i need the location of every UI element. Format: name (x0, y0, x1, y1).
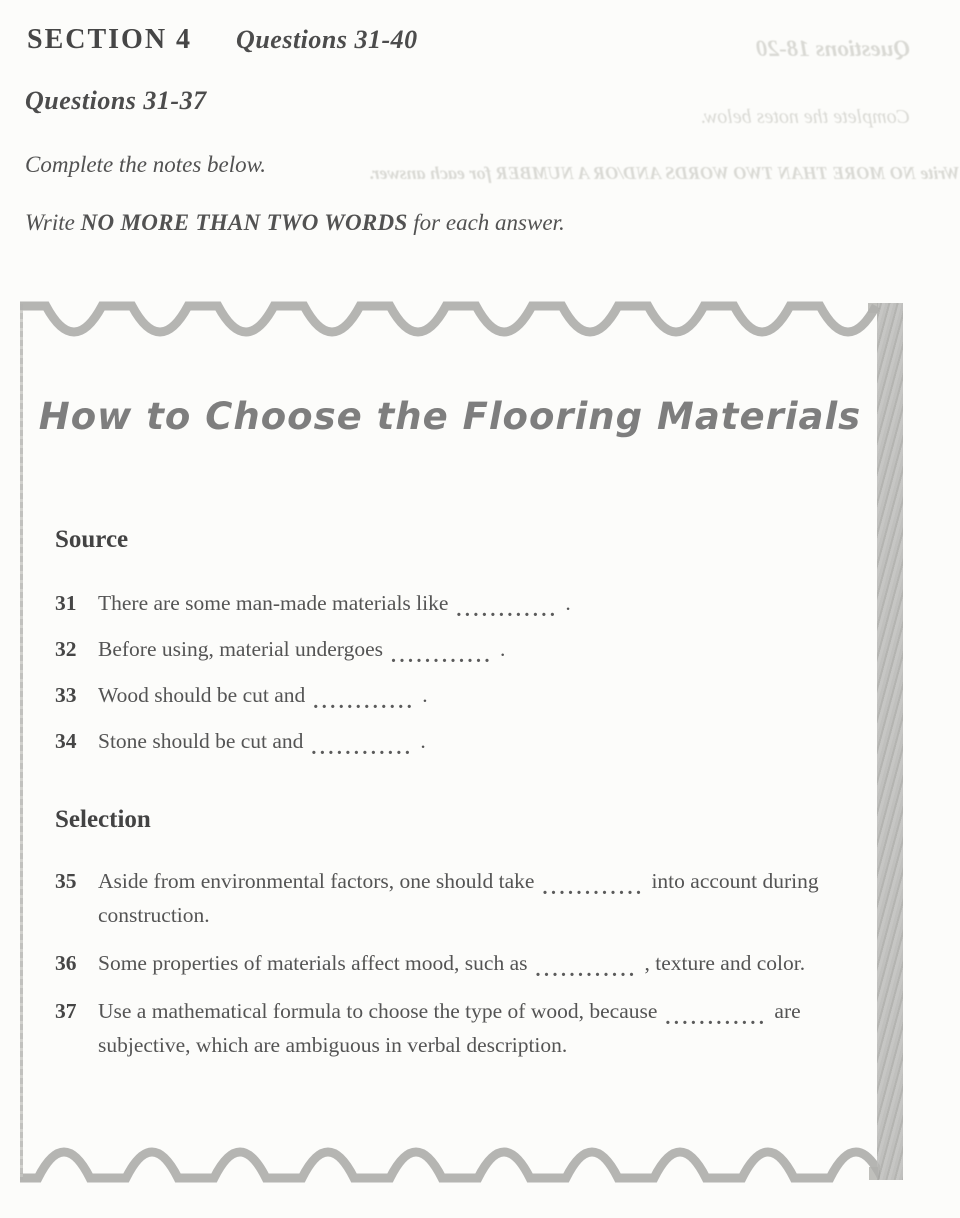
question-text-after: . (500, 637, 506, 661)
question-text (98, 864, 856, 932)
subsection-title: Questions 31-37 (25, 86, 207, 115)
question-text-before: There are some man-made materials like (98, 591, 449, 615)
question-text-before: Before using, material undergoes (98, 637, 383, 661)
question-text-after: . (420, 729, 426, 753)
answer-blank-32: ............ (391, 645, 493, 667)
question-text-after: are subjective, which are ambiguous in verbal description. (98, 999, 801, 1057)
write-rule-line (25, 210, 565, 236)
answer-blank-33: ............ (313, 691, 416, 713)
section-label: SECTION 4 (27, 24, 193, 55)
section-question-range: Questions 31-40 (236, 25, 418, 54)
answer-blank-34: ............ (311, 737, 414, 759)
question-number: 37 (55, 999, 77, 1023)
question-item-34 (55, 724, 856, 758)
question-text-before: Aside from environmental factors, one should take (98, 869, 535, 893)
question-item-36 (55, 946, 856, 980)
bleedthrough-line-3: Write NO MORE THAN TWO WORDS AND/OR A NUMBER for each answer. (368, 163, 960, 183)
question-text (98, 946, 856, 980)
answer-blank-31: ............ (456, 599, 559, 621)
notes-title: How to Choose the Flooring Materials (38, 395, 862, 438)
answer-blank-36: ............ (535, 959, 638, 981)
question-text-before: Use a mathematical formula to choose the type of wood, because (98, 999, 658, 1023)
question-text (98, 678, 856, 712)
box-right-band-top-flare (868, 303, 878, 313)
question-text (98, 994, 856, 1062)
instruction-line: Complete the notes below. (25, 152, 267, 177)
question-text-before: Stone should be cut and (98, 729, 304, 753)
question-text-after: . (422, 683, 428, 707)
question-text-before: Wood should be cut and (98, 683, 306, 707)
question-item-31 (55, 586, 856, 620)
question-text (98, 586, 856, 620)
question-text (98, 632, 856, 666)
answer-blank-35: ............ (542, 877, 645, 899)
question-number: 33 (55, 683, 77, 707)
answer-blank-37: ............ (665, 1007, 768, 1029)
question-number: 34 (55, 729, 77, 753)
question-text-after: . (565, 591, 571, 615)
question-text-after: into account during construction. (98, 869, 819, 927)
question-item-37 (55, 994, 856, 1062)
section-header (27, 24, 418, 56)
box-right-band-decoration (877, 303, 903, 1180)
heading-source: Source (55, 526, 129, 553)
question-number: 36 (55, 951, 77, 975)
write-rule-prefix: Write (25, 210, 81, 235)
heading-selection: Selection (55, 806, 151, 833)
scalloped-border-top-decoration (20, 300, 880, 346)
bleedthrough-line-2: Complete the notes below. (700, 106, 910, 128)
box-right-band-bottom-flare (869, 1167, 878, 1180)
write-rule-suffix: for each answer. (407, 210, 565, 235)
question-text-before: Some properties of materials affect mood, such as (98, 951, 528, 975)
write-rule-bold: NO MORE THAN TWO WORDS (80, 210, 408, 235)
question-item-32 (55, 632, 856, 666)
question-number: 35 (55, 869, 77, 893)
question-item-35 (55, 864, 856, 932)
question-item-33 (55, 678, 856, 712)
notes-box (20, 300, 906, 1186)
bleedthrough-line-1: Questions 18-20 (756, 36, 910, 61)
scalloped-border-bottom-decoration (20, 1138, 880, 1186)
question-number: 32 (55, 637, 77, 661)
question-text-after: , texture and color. (644, 951, 806, 975)
question-number: 31 (55, 591, 77, 615)
question-text (98, 724, 856, 758)
